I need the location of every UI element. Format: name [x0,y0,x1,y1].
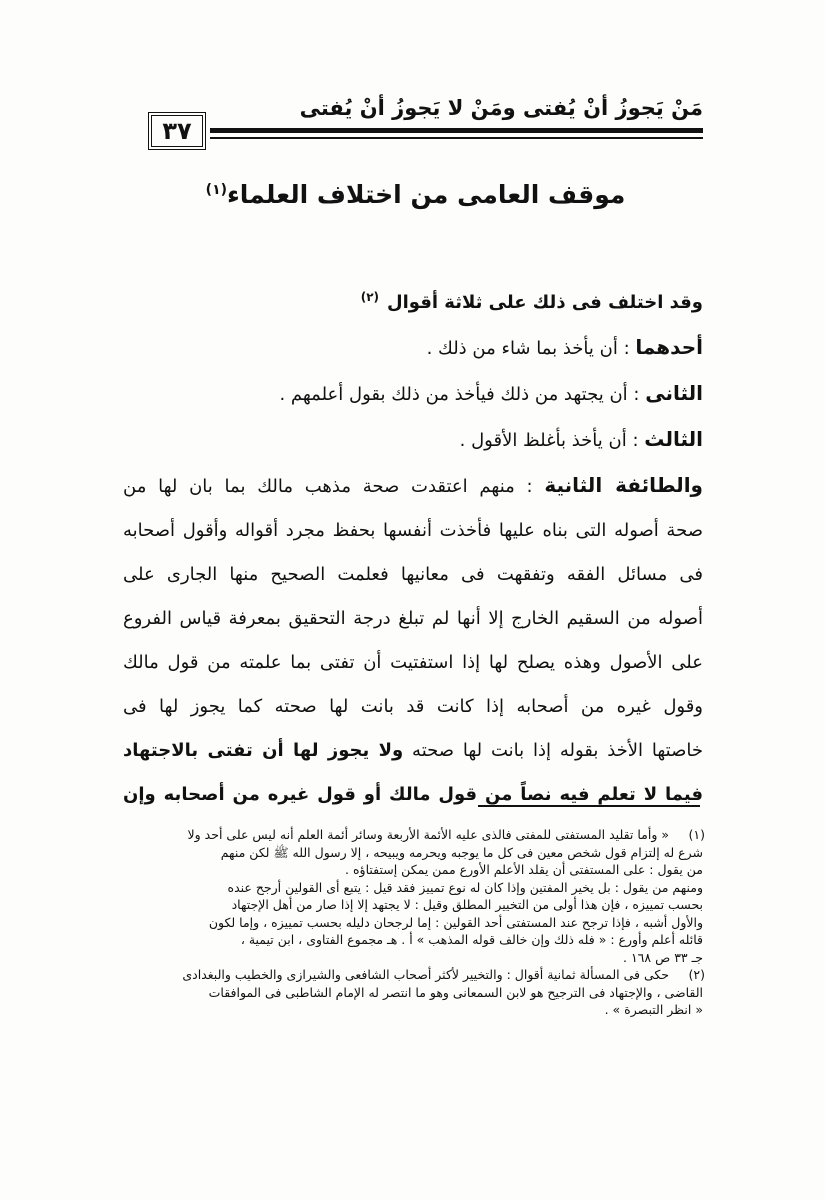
section-title [0,180,825,209]
paragraph-line: وقول غيره من أصحابه إذا كانت قد بانت لها صحته كما يجوز لها فى [123,696,703,717]
opinion-text-3: : أن يأخذ بأغلظ الأقول . [459,430,639,451]
paragraph-first-text: : منهم اعتقدت صحة مذهب مالك بما بان لها من [123,476,533,497]
header-rule-thin [210,137,703,139]
opinion-line-1 [123,325,703,371]
footnote-2-number: (٢) [688,967,705,982]
footnote-line: « انظر التبصرة » . [604,1002,703,1017]
footnote-line: بحسب تمييزه ، فإن هذا أولى من التخيير المطلق وقيل : لا يجتهد إلا إذا صار من أهل الإجتهاد [231,897,703,912]
paragraph-line [123,463,703,509]
footnote-line: شرع له إلتزام قول شخص معين فى كل ما يوجبه ويحرمه ويبيحه ، إلا رسول الله ﷺ لكن منهم [220,844,703,860]
section-label: والطائفة الثانية [544,473,703,497]
page-number-box [148,112,206,150]
section-title-text: موقف العامى من اختلاف العلماء [227,180,626,209]
paragraph-line: صحة أصوله التى بناه عليها فأخذت أنفسها بحفظ مجرد أقواله وأقول أصحابه [123,520,703,541]
paragraph-line: فى مسائل الفقه وتفقهت فى معانيها فعلمت الصحيح منها الجارى على [123,564,703,585]
opinion-label-2: الثانى [645,381,703,405]
title-footnote-mark: (١) [205,181,228,198]
paragraph-line: على الأصول وهذه يصلح لها إذا استفتيت أن تفتى بما علمته من قول مالك [123,652,703,673]
opinion-text-1: : أن يأخذ بما شاء من ذلك . [426,338,630,359]
footnote-line: قائله أعلم وأورع : « فله ذلك وإن خالف قوله المذهب » أ . هـ مجموع الفتاوى ، ابن تيمية ، [240,932,703,947]
intro-footnote-mark: (٢) [360,290,380,304]
intro-text: وقد اختلف فى ذلك على ثلاثة أقوال [387,292,703,313]
intro-line [123,275,703,325]
footnote-2 [123,966,703,1019]
opinion-line-2 [123,371,703,417]
header-rule-thick [210,128,703,133]
footnote-separator [478,805,700,807]
paragraph-plain-segment: خاصتها الأخذ بقوله إذا بانت لها صحته [412,740,703,761]
running-header-title: مَنْ يَجوزُ أنْ يُفتى ومَنْ لا يَجوزُ أنْ يُفتى [299,96,703,120]
footnote-line: القاضى ، والإجتهاد فى الترجيح هو لابن السمعانى وهو ما انتصر له الإمام الشاطبى فى الموافقات [208,984,703,1000]
opinion-line-3 [123,417,703,463]
footnote-line: ومنهم من يقول : بل يخير المفتين وإذا كان له نوع تمييز فقد قيل : يتبع أى القولين أرجح عنده [227,879,703,895]
body-text [123,275,703,817]
footnote-line: « وأما تقليد المستفتى للمفتى فالذى عليه الأئمة الأربعة وسائر أئمة العلم أنه ليس على أحد ولا [187,827,669,842]
opinion-text-2: : أن يجتهد من ذلك فيأخذ من ذلك بقول أعلمهم . [279,384,640,405]
paragraph-line: أصوله من السقيم الخارج إلا أنها لم تبلغ درجة التحقيق بمعرفة قياس الفروع [123,608,703,629]
paragraph-bold-segment: ولا يجوز لها أن تفتى بالاجتهاد [123,740,404,761]
footnote-1 [123,826,703,966]
footnote-line: جـ ٣٣ ص ١٦٨ . [623,949,703,965]
footnote-line: من يقول : على المستفتى أن يقلد الأعلم الأورع ممن يمكن إستفتاؤه . [345,862,703,877]
paragraph-line [123,729,703,773]
footnotes [123,826,703,1019]
footnote-1-number: (١) [688,827,705,842]
opinion-label-1: أحدهما [635,335,703,359]
opinion-label-3: الثالث [644,427,703,451]
paragraph-line-bold: فيما لا تعلم فيه نصاً من قول مالك أو قول غيره من أصحابه وإن [123,784,703,805]
footnote-line: والأول أشبه ، فإذا ترجح عند المستفتى أحد القولين : إما لرجحان دليله بحسب تمييزه ، وإما لكون [208,914,703,930]
footnote-line: حكى فى المسألة ثمانية أقوال : والتخيير لأكثر أصحاب الشافعى والشيرازى والخطيب والبغدادى [182,967,669,982]
page-number: ٣٧ [162,117,192,145]
